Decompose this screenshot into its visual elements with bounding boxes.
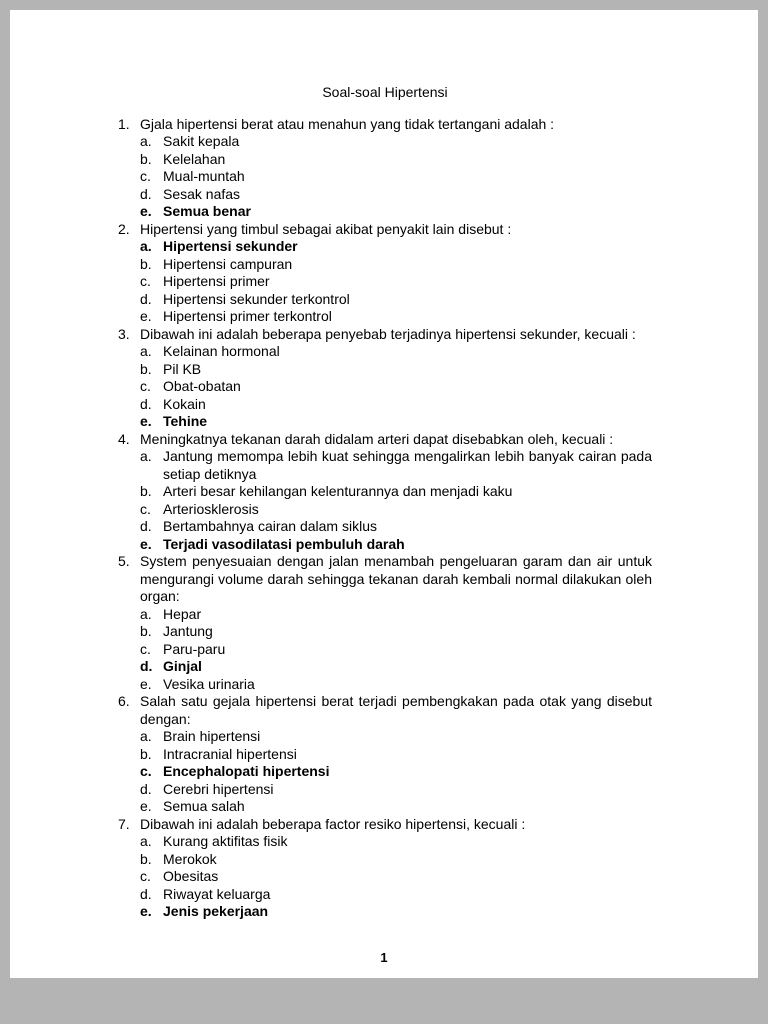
option-text: Jenis pekerjaan xyxy=(163,903,269,919)
option-letter: d. xyxy=(140,658,153,674)
document-page xyxy=(10,10,758,978)
option-text: Cerebri hipertensi xyxy=(163,780,274,797)
option-item xyxy=(140,903,652,921)
option-item xyxy=(140,151,652,169)
question-number: 1. xyxy=(118,115,130,132)
option-text: Hipertensi campuran xyxy=(163,255,293,272)
option-text: Obesitas xyxy=(163,868,219,884)
option-letter: c. xyxy=(140,763,152,779)
option-item xyxy=(140,501,652,519)
option-letter: d. xyxy=(140,290,152,307)
option-letter: b. xyxy=(140,150,152,167)
option-text: Paru-paru xyxy=(163,640,226,657)
question-item xyxy=(118,116,652,221)
option-item xyxy=(140,168,652,186)
question-text: Dibawah ini adalah beberapa factor resiko hipertensi, kecuali : xyxy=(140,815,526,832)
option-letter: a. xyxy=(140,605,152,622)
option-letter: e. xyxy=(140,675,152,692)
option-text: Kelelahan xyxy=(163,150,226,167)
page-content xyxy=(10,10,758,921)
option-item xyxy=(140,448,652,483)
option-item xyxy=(140,746,652,764)
option-letter: b. xyxy=(140,850,152,867)
question-item xyxy=(118,553,652,693)
option-text: Semua benar xyxy=(163,203,251,219)
option-text: Vesika urinaria xyxy=(163,675,255,692)
option-item xyxy=(140,851,652,869)
question-row xyxy=(118,553,652,606)
option-text: Kokain xyxy=(163,395,206,412)
option-item xyxy=(140,658,652,676)
option-letter: d. xyxy=(140,885,152,902)
option-item xyxy=(140,256,652,274)
question-row xyxy=(118,431,652,449)
option-letter: e. xyxy=(140,535,152,552)
option-letter: e. xyxy=(140,308,152,324)
question-item xyxy=(118,431,652,554)
option-item xyxy=(140,518,652,536)
option-text: Arteriosklerosis xyxy=(163,500,259,517)
question-row xyxy=(118,221,652,239)
option-letter: d. xyxy=(140,395,152,412)
option-item xyxy=(140,413,652,431)
option-item xyxy=(140,203,652,221)
question-row xyxy=(118,116,652,134)
question-text: Salah satu gejala hipertensi berat terjadi pembengkakan pada otak yang disebut dengan: xyxy=(140,693,652,727)
option-item xyxy=(140,536,652,554)
option-item xyxy=(140,763,652,781)
question-text: Gjala hipertensi berat atau menahun yang tidak tertangani adalah : xyxy=(140,115,555,132)
option-item xyxy=(140,308,652,326)
option-item xyxy=(140,641,652,659)
option-text: Brain hipertensi xyxy=(163,728,261,744)
question-number: 5. xyxy=(118,553,130,569)
question-row xyxy=(118,816,652,834)
option-item xyxy=(140,238,652,256)
option-text: Sakit kepala xyxy=(163,133,240,149)
question-number: 6. xyxy=(118,693,130,709)
option-letter: a. xyxy=(140,833,152,849)
option-text: Hipertensi primer terkontrol xyxy=(163,308,332,324)
document-title: Soal-soal Hipertensi xyxy=(322,84,448,100)
option-item xyxy=(140,396,652,414)
option-item xyxy=(140,781,652,799)
option-letter: b. xyxy=(140,745,152,762)
option-letter: d. xyxy=(140,185,152,202)
option-item xyxy=(140,343,652,361)
option-letter: e. xyxy=(140,798,152,814)
option-text: Hipertensi primer xyxy=(163,273,270,289)
option-letter: d. xyxy=(140,518,152,534)
option-letter: a. xyxy=(140,133,152,149)
option-text: Kelainan hormonal xyxy=(163,343,280,359)
option-letter: b. xyxy=(140,483,152,499)
option-letter: b. xyxy=(140,623,152,639)
option-item xyxy=(140,186,652,204)
option-text: Mual-muntah xyxy=(163,168,245,184)
option-item xyxy=(140,798,652,816)
option-letter: e. xyxy=(140,413,152,429)
option-letter: c. xyxy=(140,500,151,517)
option-text: Tehine xyxy=(163,413,208,429)
question-item xyxy=(118,221,652,326)
option-text: Arteri besar kehilangan kelenturannya dan menjadi kaku xyxy=(163,483,513,499)
option-letter: a. xyxy=(140,343,152,359)
option-item xyxy=(140,868,652,886)
option-text: Hipertensi sekunder xyxy=(163,238,298,254)
question-text: Hipertensi yang timbul sebagai akibat penyakit lain disebut : xyxy=(140,220,512,237)
option-item xyxy=(140,676,652,694)
option-letter: a. xyxy=(140,448,152,464)
option-text: Ginjal xyxy=(163,658,202,674)
option-item xyxy=(140,623,652,641)
option-letter: a. xyxy=(140,728,152,744)
option-item xyxy=(140,291,652,309)
question-number: 4. xyxy=(118,430,130,447)
option-item xyxy=(140,886,652,904)
question-row xyxy=(118,693,652,728)
option-letter: e. xyxy=(140,903,152,919)
question-item xyxy=(118,326,652,431)
option-text: Jantung xyxy=(163,623,213,639)
option-item xyxy=(140,361,652,379)
question-text: Dibawah ini adalah beberapa penyebab terjadinya hipertensi sekunder, kecuali : xyxy=(140,325,636,342)
question-number: 7. xyxy=(118,815,130,832)
option-letter: e. xyxy=(140,203,152,219)
option-item xyxy=(140,273,652,291)
option-text: Semua salah xyxy=(163,798,245,814)
option-text: Terjadi vasodilatasi pembuluh darah xyxy=(163,535,405,552)
option-text: Encephalopati hipertensi xyxy=(163,763,330,779)
question-item xyxy=(118,816,652,921)
option-text: Obat-obatan xyxy=(163,378,241,394)
question-text: System penyesuaian dengan jalan menambah pengeluaran garam dan air untuk mengurangi volume darah sehingga tekanan darah kembali normal dilakukan oleh organ: xyxy=(140,553,652,604)
option-text: Hepar xyxy=(163,605,202,622)
question-number: 2. xyxy=(118,220,130,237)
question-list xyxy=(118,116,652,921)
option-text: Merokok xyxy=(163,850,217,867)
option-letter: c. xyxy=(140,868,151,884)
question-text: Meningkatnya tekanan darah didalam arteri dapat disebabkan oleh, kecuali : xyxy=(140,430,614,447)
option-item xyxy=(140,606,652,624)
option-letter: d. xyxy=(140,780,152,797)
option-letter: b. xyxy=(140,255,152,272)
option-text: Jantung memompa lebih kuat sehingga mengalirkan lebih banyak cairan pada setiap detiknya xyxy=(163,448,652,482)
option-item xyxy=(140,483,652,501)
option-letter: c. xyxy=(140,273,151,289)
option-letter: c. xyxy=(140,168,151,184)
question-item xyxy=(118,693,652,816)
option-letter: a. xyxy=(140,238,152,254)
option-letter: c. xyxy=(140,378,151,394)
question-number: 3. xyxy=(118,325,130,342)
option-text: Pil KB xyxy=(163,360,202,377)
option-text: Hipertensi sekunder terkontrol xyxy=(163,290,350,307)
option-item xyxy=(140,378,652,396)
option-item xyxy=(140,133,652,151)
page-number: 1 xyxy=(380,949,388,965)
option-text: Bertambahnya cairan dalam siklus xyxy=(163,518,377,534)
option-text: Sesak nafas xyxy=(163,185,241,202)
option-letter: b. xyxy=(140,360,152,377)
option-item xyxy=(140,833,652,851)
question-row xyxy=(118,326,652,344)
option-text: Kurang aktifitas fisik xyxy=(163,833,288,849)
option-text: Riwayat keluarga xyxy=(163,885,271,902)
option-item xyxy=(140,728,652,746)
option-text: Intracranial hipertensi xyxy=(163,745,297,762)
option-letter: c. xyxy=(140,640,151,657)
